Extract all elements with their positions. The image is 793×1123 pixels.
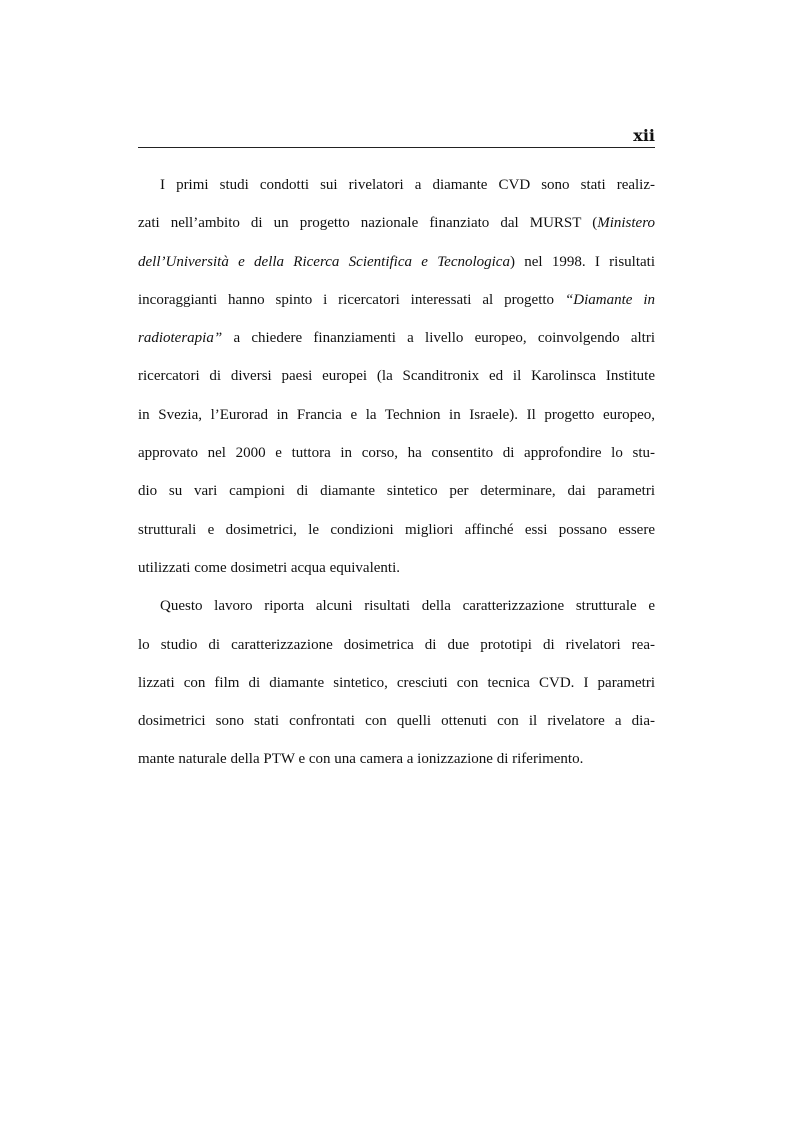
text-line [138, 357, 655, 395]
text-span: utilizzati come dosimetri acqua equivalenti. [138, 559, 400, 576]
italic-text: radioterapia” [138, 330, 223, 347]
text-line [138, 587, 655, 625]
header-rule [138, 147, 655, 148]
text-line [138, 664, 655, 702]
text-line [138, 204, 655, 242]
italic-text: Ministero [597, 215, 655, 232]
text-span: approvato nel 2000 e tuttora in corso, ha consentito di approfondire lo stu- [138, 445, 655, 462]
text-line [138, 511, 655, 549]
text-line [138, 626, 655, 664]
text-span: incoraggianti hanno spinto i ricercatori interessati al progetto [138, 291, 565, 308]
text-span: mante naturale della PTW e con una camera a ionizzazione di riferimento. [138, 751, 584, 768]
text-line [138, 243, 655, 281]
italic-text: “Diamante in [564, 291, 655, 308]
text-line [138, 434, 655, 472]
text-span: Questo lavoro riporta alcuni risultati della caratterizzazione strutturale e [160, 598, 655, 615]
text-span: strutturali e dosimetrici, le condizioni migliori affinché essi possano essere [138, 521, 655, 538]
text-span: dio su vari campioni di diamante sintetico per determinare, dai parametri [138, 483, 655, 500]
text-span: I primi studi condotti sui rivelatori a diamante CVD sono stati realiz- [160, 177, 655, 193]
text-span: ) nel 1998. I risultati [509, 253, 655, 270]
text-span: ricercatori di diversi paesi europei (la Scanditronix ed il Karolinsca Institute [138, 368, 655, 385]
text-span: dosimetrici sono stati confrontati con quelli ottenuti con il rivelatore a dia- [138, 713, 655, 730]
text-span: in Svezia, l’Eurorad in Francia e la Technion in Israele). Il progetto europeo, [138, 406, 655, 423]
text-line [138, 281, 655, 319]
text-line [138, 166, 655, 204]
text-span: zati nell’ambito di un progetto nazionale finanziato dal MURST ( [138, 215, 598, 232]
paragraph-1 [138, 166, 655, 587]
text-line [138, 702, 655, 740]
text-span: lo studio di caratterizzazione dosimetrica di due prototipi di rivelatori rea- [138, 636, 655, 653]
text-line [138, 740, 655, 778]
italic-text: dell’Università e della Ricerca Scientifica e Tecnologica [138, 253, 510, 270]
text-line [138, 472, 655, 510]
text-span: a chiedere finanziamenti a livello europeo, coinvolgendo altri [222, 330, 655, 347]
text-line [138, 549, 655, 587]
text-line [138, 396, 655, 434]
text-line [138, 319, 655, 357]
text-span: lizzati con film di diamante sintetico, cresciuti con tecnica CVD. I parametri [138, 674, 655, 691]
page-number: xii [633, 126, 655, 145]
paragraph-2 [138, 587, 655, 778]
body-text [138, 166, 655, 779]
